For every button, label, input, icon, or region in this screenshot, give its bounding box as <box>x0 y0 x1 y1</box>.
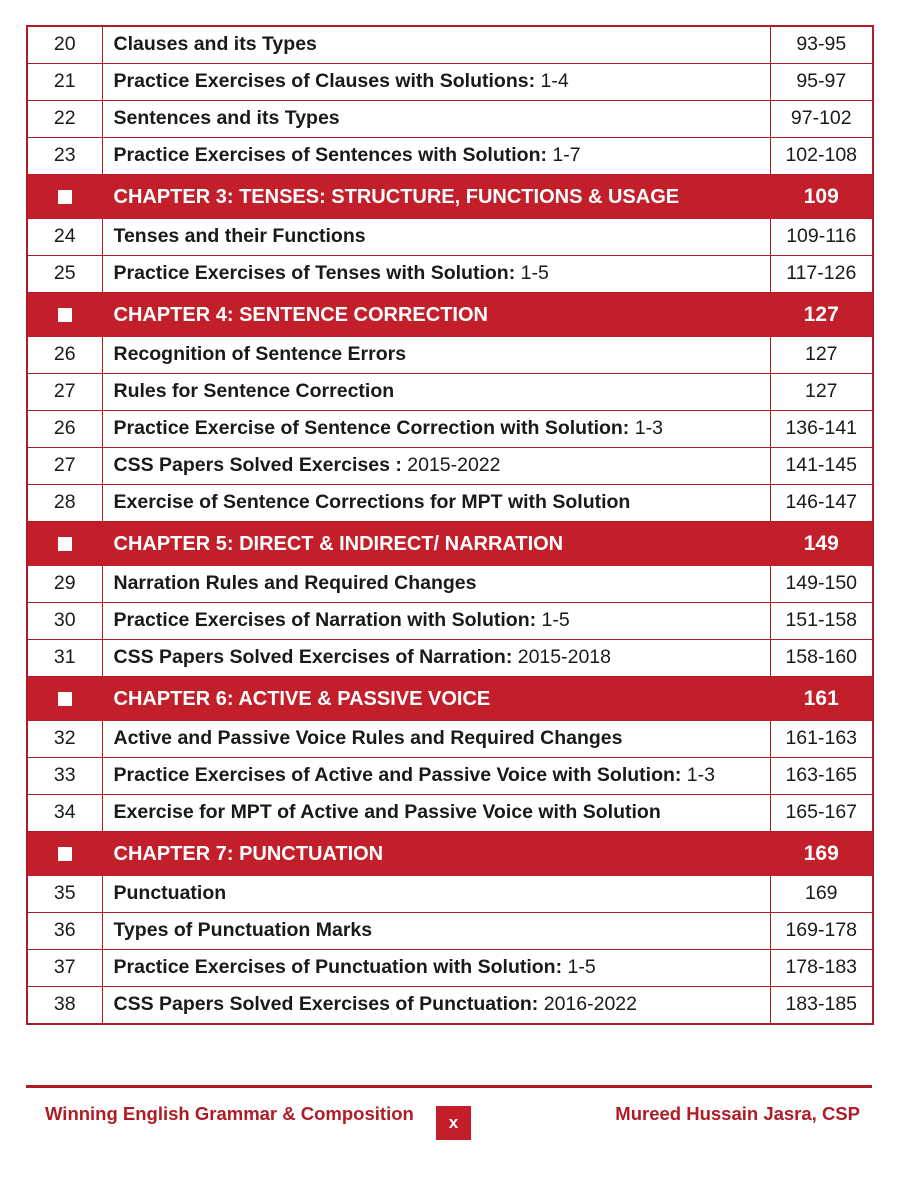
entry-pages: 117-126 <box>770 256 873 293</box>
chapter-header-row <box>27 677 873 721</box>
entry-title-suffix: 1-5 <box>515 262 549 285</box>
entry-pages: 109-116 <box>770 219 873 256</box>
footer-author: Mureed Hussain Jasra, CSP <box>615 1103 860 1124</box>
chapter-header-row <box>27 522 873 566</box>
entry-pages: 158-160 <box>770 640 873 677</box>
table-row <box>27 795 873 832</box>
entry-number: 27 <box>27 374 102 411</box>
entry-title: Types of Punctuation Marks <box>113 919 373 942</box>
table-row <box>27 987 873 1025</box>
footer-book-title: Winning English Grammar & Composition <box>45 1103 414 1124</box>
chapter-bullet-cell <box>27 522 102 566</box>
table-of-contents <box>26 25 874 1025</box>
entry-title-cell <box>102 411 770 448</box>
entry-number: 25 <box>27 256 102 293</box>
chapter-title: CHAPTER 5: DIRECT & INDIRECT/ NARRATION <box>102 522 770 566</box>
entry-title-cell <box>102 987 770 1025</box>
entry-title: Practice Exercises of Sentences with Solution: <box>113 144 547 167</box>
table-row <box>27 411 873 448</box>
entry-pages: 127 <box>770 337 873 374</box>
entry-title-suffix: 1-5 <box>536 609 570 632</box>
entry-title-suffix: 1-5 <box>562 956 596 979</box>
entry-title: Active and Passive Voice Rules and Required Changes <box>113 727 623 750</box>
entry-number: 37 <box>27 950 102 987</box>
square-bullet-icon <box>58 537 72 551</box>
square-bullet-icon <box>58 692 72 706</box>
chapter-page: 127 <box>770 293 873 337</box>
chapter-header-row <box>27 832 873 876</box>
entry-number: 36 <box>27 913 102 950</box>
chapter-page: 169 <box>770 832 873 876</box>
entry-title: Practice Exercises of Active and Passive Voice with Solution: <box>113 764 682 787</box>
entry-title: CSS Papers Solved Exercises of Narration: <box>113 646 513 669</box>
entry-pages: 93-95 <box>770 26 873 64</box>
entry-title: Practice Exercises of Punctuation with Solution: <box>113 956 563 979</box>
table-row <box>27 566 873 603</box>
table-row <box>27 138 873 175</box>
entry-number: 24 <box>27 219 102 256</box>
entry-title-cell <box>102 913 770 950</box>
chapter-page: 161 <box>770 677 873 721</box>
entry-title-cell <box>102 603 770 640</box>
footer-divider <box>26 1085 872 1088</box>
entry-title-cell <box>102 256 770 293</box>
table-row <box>27 219 873 256</box>
entry-title-suffix: 1-3 <box>629 417 663 440</box>
entry-title-cell <box>102 485 770 522</box>
entry-pages: 97-102 <box>770 101 873 138</box>
entry-title: Practice Exercises of Tenses with Solution: <box>113 262 516 285</box>
entry-pages: 151-158 <box>770 603 873 640</box>
entry-title-suffix: 1-3 <box>681 764 715 787</box>
entry-title-suffix: 2015-2018 <box>512 646 611 669</box>
entry-title: Narration Rules and Required Changes <box>113 572 477 595</box>
entry-title: Practice Exercises of Narration with Solution: <box>113 609 537 632</box>
table-row <box>27 337 873 374</box>
table-row <box>27 256 873 293</box>
table-row <box>27 448 873 485</box>
entry-title: Exercise for MPT of Active and Passive Voice with Solution <box>113 801 661 824</box>
entry-number: 28 <box>27 485 102 522</box>
table-row <box>27 721 873 758</box>
entry-title: Punctuation <box>113 882 227 905</box>
entry-title-cell <box>102 64 770 101</box>
entry-title-cell <box>102 101 770 138</box>
table-row <box>27 485 873 522</box>
table-row <box>27 603 873 640</box>
entry-title-suffix: 2015-2022 <box>401 454 501 477</box>
square-bullet-icon <box>58 308 72 322</box>
entry-title: Clauses and its Types <box>113 33 317 56</box>
entry-title: CSS Papers Solved Exercises of Punctuation: <box>113 993 539 1016</box>
entry-pages: 136-141 <box>770 411 873 448</box>
table-row <box>27 758 873 795</box>
entry-title: Sentences and its Types <box>113 107 340 130</box>
entry-title: Exercise of Sentence Corrections for MPT with Solution <box>113 491 631 514</box>
entry-number: 21 <box>27 64 102 101</box>
entry-number: 33 <box>27 758 102 795</box>
entry-title-suffix: 1-4 <box>535 70 569 93</box>
entry-pages: 102-108 <box>770 138 873 175</box>
entry-pages: 165-167 <box>770 795 873 832</box>
toc-body <box>27 26 873 1024</box>
square-bullet-icon <box>58 190 72 204</box>
entry-title: Practice Exercises of Clauses with Solutions: <box>113 70 536 93</box>
entry-title-cell <box>102 640 770 677</box>
entry-title-cell <box>102 138 770 175</box>
table-row <box>27 640 873 677</box>
entry-number: 30 <box>27 603 102 640</box>
chapter-title: CHAPTER 4: SENTENCE CORRECTION <box>102 293 770 337</box>
entry-number: 22 <box>27 101 102 138</box>
entry-title-cell <box>102 26 770 64</box>
chapter-bullet-cell <box>27 293 102 337</box>
entry-title-cell <box>102 337 770 374</box>
entry-number: 26 <box>27 337 102 374</box>
entry-pages: 169 <box>770 876 873 913</box>
chapter-page: 149 <box>770 522 873 566</box>
entry-number: 31 <box>27 640 102 677</box>
entry-title-cell <box>102 448 770 485</box>
entry-title-suffix: 1-7 <box>546 144 581 167</box>
entry-number: 29 <box>27 566 102 603</box>
entry-title-cell <box>102 876 770 913</box>
entry-title: Practice Exercise of Sentence Correction with Solution: <box>113 417 630 440</box>
entry-pages: 163-165 <box>770 758 873 795</box>
entry-pages: 127 <box>770 374 873 411</box>
entry-title-cell <box>102 721 770 758</box>
entry-title: Recognition of Sentence Errors <box>113 343 407 366</box>
entry-number: 23 <box>27 138 102 175</box>
chapter-title: CHAPTER 3: TENSES: STRUCTURE, FUNCTIONS & USAGE <box>102 175 770 219</box>
entry-title: Rules for Sentence Correction <box>113 380 395 403</box>
chapter-header-row <box>27 293 873 337</box>
chapter-title: CHAPTER 6: ACTIVE & PASSIVE VOICE <box>102 677 770 721</box>
entry-number: 38 <box>27 987 102 1025</box>
entry-pages: 178-183 <box>770 950 873 987</box>
footer-page-number: x <box>436 1106 471 1140</box>
chapter-bullet-cell <box>27 175 102 219</box>
chapter-header-row <box>27 175 873 219</box>
entry-title: Tenses and their Functions <box>113 225 366 248</box>
chapter-page: 109 <box>770 175 873 219</box>
entry-pages: 95-97 <box>770 64 873 101</box>
table-row <box>27 26 873 64</box>
entry-title-cell <box>102 950 770 987</box>
entry-title-cell <box>102 758 770 795</box>
entry-number: 27 <box>27 448 102 485</box>
entry-title-cell <box>102 795 770 832</box>
table-row <box>27 64 873 101</box>
entry-title-suffix: 2016-2022 <box>538 993 637 1016</box>
entry-pages: 146-147 <box>770 485 873 522</box>
entry-title-cell <box>102 219 770 256</box>
entry-number: 34 <box>27 795 102 832</box>
table-row <box>27 913 873 950</box>
entry-pages: 141-145 <box>770 448 873 485</box>
entry-title-cell <box>102 374 770 411</box>
table-row <box>27 876 873 913</box>
table-row <box>27 374 873 411</box>
chapter-bullet-cell <box>27 677 102 721</box>
chapter-bullet-cell <box>27 832 102 876</box>
chapter-title: CHAPTER 7: PUNCTUATION <box>102 832 770 876</box>
entry-pages: 161-163 <box>770 721 873 758</box>
entry-number: 35 <box>27 876 102 913</box>
entry-title-cell <box>102 566 770 603</box>
entry-pages: 149-150 <box>770 566 873 603</box>
table-row <box>27 101 873 138</box>
entry-number: 20 <box>27 26 102 64</box>
entry-number: 32 <box>27 721 102 758</box>
entry-number: 26 <box>27 411 102 448</box>
table-row <box>27 950 873 987</box>
entry-pages: 169-178 <box>770 913 873 950</box>
square-bullet-icon <box>58 847 72 861</box>
entry-title: CSS Papers Solved Exercises : <box>113 454 402 477</box>
entry-pages: 183-185 <box>770 987 873 1025</box>
